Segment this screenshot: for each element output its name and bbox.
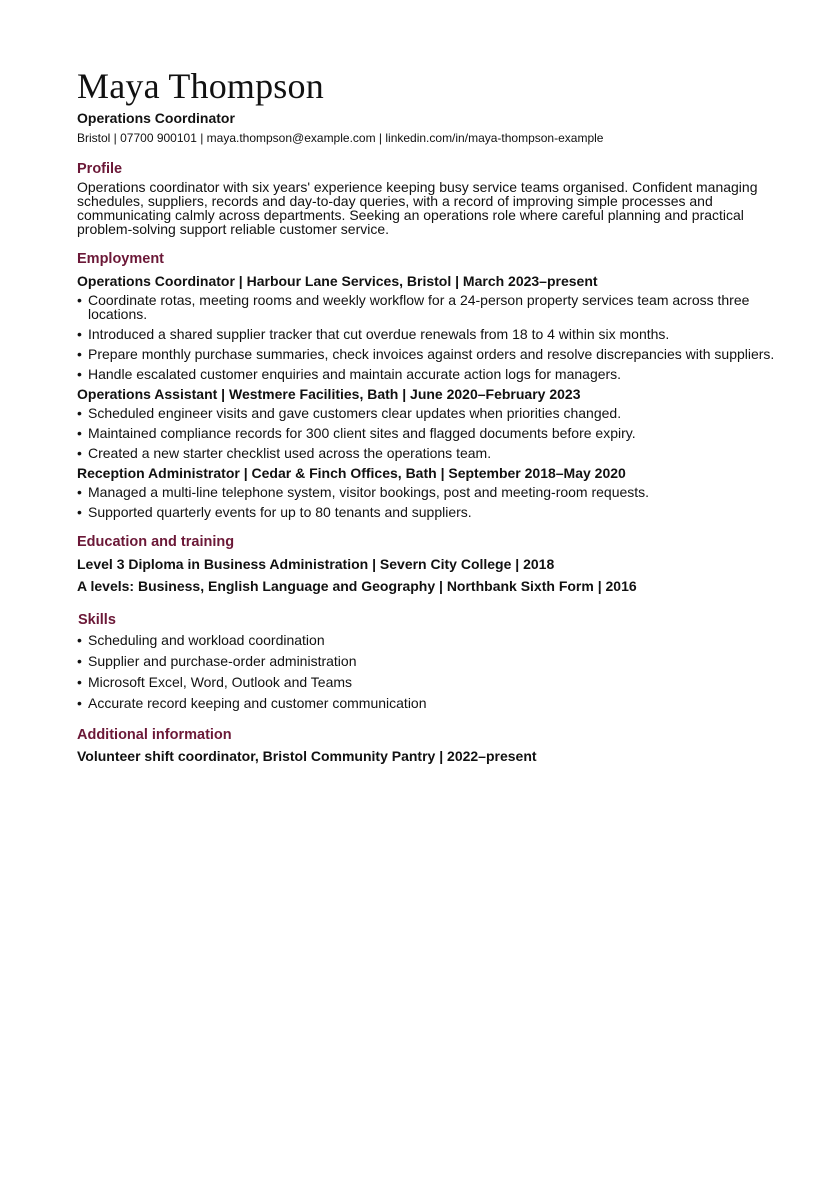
job-role-line: Operations Coordinator | Harbour Lane Services, Bristol | March 2023–present: [77, 273, 598, 289]
job-bullet-text: Managed a multi-line telephone system, visitor bookings, post and meeting-room requests.: [88, 484, 650, 500]
employment-heading: Employment: [77, 251, 165, 267]
job-bullet-text: Maintained compliance records for 300 client sites and flagged documents before expiry.: [88, 425, 636, 441]
skill-item: [77, 631, 777, 649]
profile-heading: Profile: [77, 161, 123, 177]
job-entry: [77, 271, 777, 381]
bullet-marker: •: [77, 445, 82, 461]
job-bullet-list: [77, 406, 777, 460]
job-bullet-text: Coordinate rotas, meeting rooms and weekly workflow for a 24-person property services team across three locations.: [88, 292, 750, 322]
job-bullet-text: Handle escalated customer enquiries and maintain accurate action logs for managers.: [88, 366, 622, 382]
cv-content: [77, 66, 777, 766]
education-heading: Education and training: [77, 534, 235, 550]
skill-text: Accurate record keeping and customer communication: [88, 695, 427, 711]
bullet-marker: •: [77, 674, 82, 690]
job-bullet-text: Prepare monthly purchase summaries, check invoices against orders and resolve discrepancies with suppliers.: [88, 346, 775, 362]
job-bullet: [77, 293, 777, 321]
contact-line: Bristol | 07700 900101 | maya.thompson@example.com | linkedin.com/in/maya-thompson-example: [77, 131, 604, 145]
skill-item: [77, 694, 777, 712]
job-role-line: Operations Assistant | Westmere Facilities, Bath | June 2020–February 2023: [77, 386, 581, 402]
job-bullet-text: Supported quarterly events for up to 80 tenants and suppliers.: [88, 504, 472, 520]
job-bullet: [77, 327, 777, 341]
bullet-marker: •: [77, 504, 82, 520]
skill-text: Microsoft Excel, Word, Outlook and Teams: [88, 674, 353, 690]
bullet-marker: •: [77, 653, 82, 669]
skill-text: Scheduling and workload coordination: [88, 632, 325, 648]
job-bullet: [77, 446, 777, 460]
employment-section: [77, 250, 777, 519]
skills-list: [77, 631, 777, 712]
bullet-marker: •: [77, 405, 82, 421]
job-bullet: [77, 426, 777, 440]
bullet-marker: •: [77, 425, 82, 441]
job-bullet: [77, 347, 777, 361]
job-bullet-text: Scheduled engineer visits and gave customers clear updates when priorities changed.: [88, 405, 622, 421]
bullet-marker: •: [77, 632, 82, 648]
skills-section: [77, 611, 777, 712]
cv-header: [77, 66, 777, 146]
bullet-marker: •: [77, 484, 82, 500]
job-entry: [77, 384, 777, 460]
bullet-marker: •: [77, 292, 82, 308]
skills-heading: Skills: [78, 612, 116, 628]
candidate-name: Maya Thompson: [77, 66, 324, 106]
job-entry: [77, 463, 777, 519]
bullet-marker: •: [77, 346, 82, 362]
job-bullet-list: [77, 485, 777, 519]
bullet-marker: •: [77, 366, 82, 382]
profile-section: [77, 160, 777, 236]
additional-section: [77, 726, 777, 766]
job-bullet: [77, 406, 777, 420]
education-entry: Level 3 Diploma in Business Administration | Severn City College | 2018: [77, 556, 555, 572]
job-bullet-text: Introduced a shared supplier tracker that cut overdue renewals from 18 to 4 within six months.: [88, 326, 670, 342]
skill-item: [77, 652, 777, 670]
profile-summary: Operations coordinator with six years' experience keeping busy service teams organised. Confident managing schedules, suppliers, records and day-to-day queries, with a record of improving simple processes and communicating calmly across departments. Seeking an operations role where careful planning and practical problem-solving support reliable customer service.: [77, 179, 758, 237]
job-bullet: [77, 505, 777, 519]
candidate-title: Operations Coordinator: [77, 110, 235, 126]
job-bullet-list: [77, 293, 777, 381]
skill-text: Supplier and purchase-order administration: [88, 653, 357, 669]
bullet-marker: •: [77, 695, 82, 711]
bullet-marker: •: [77, 326, 82, 342]
additional-entry: Volunteer shift coordinator, Bristol Community Pantry | 2022–present: [77, 748, 537, 764]
job-role-line: Reception Administrator | Cedar & Finch Offices, Bath | September 2018–May 2020: [77, 465, 626, 481]
job-bullet: [77, 367, 777, 381]
additional-heading: Additional information: [77, 727, 232, 743]
skill-item: [77, 673, 777, 691]
job-bullet-text: Created a new starter checklist used across the operations team.: [88, 445, 492, 461]
education-entry: A levels: Business, English Language and Geography | Northbank Sixth Form | 2016: [77, 578, 637, 594]
job-bullet: [77, 485, 777, 499]
education-section: [77, 533, 777, 597]
